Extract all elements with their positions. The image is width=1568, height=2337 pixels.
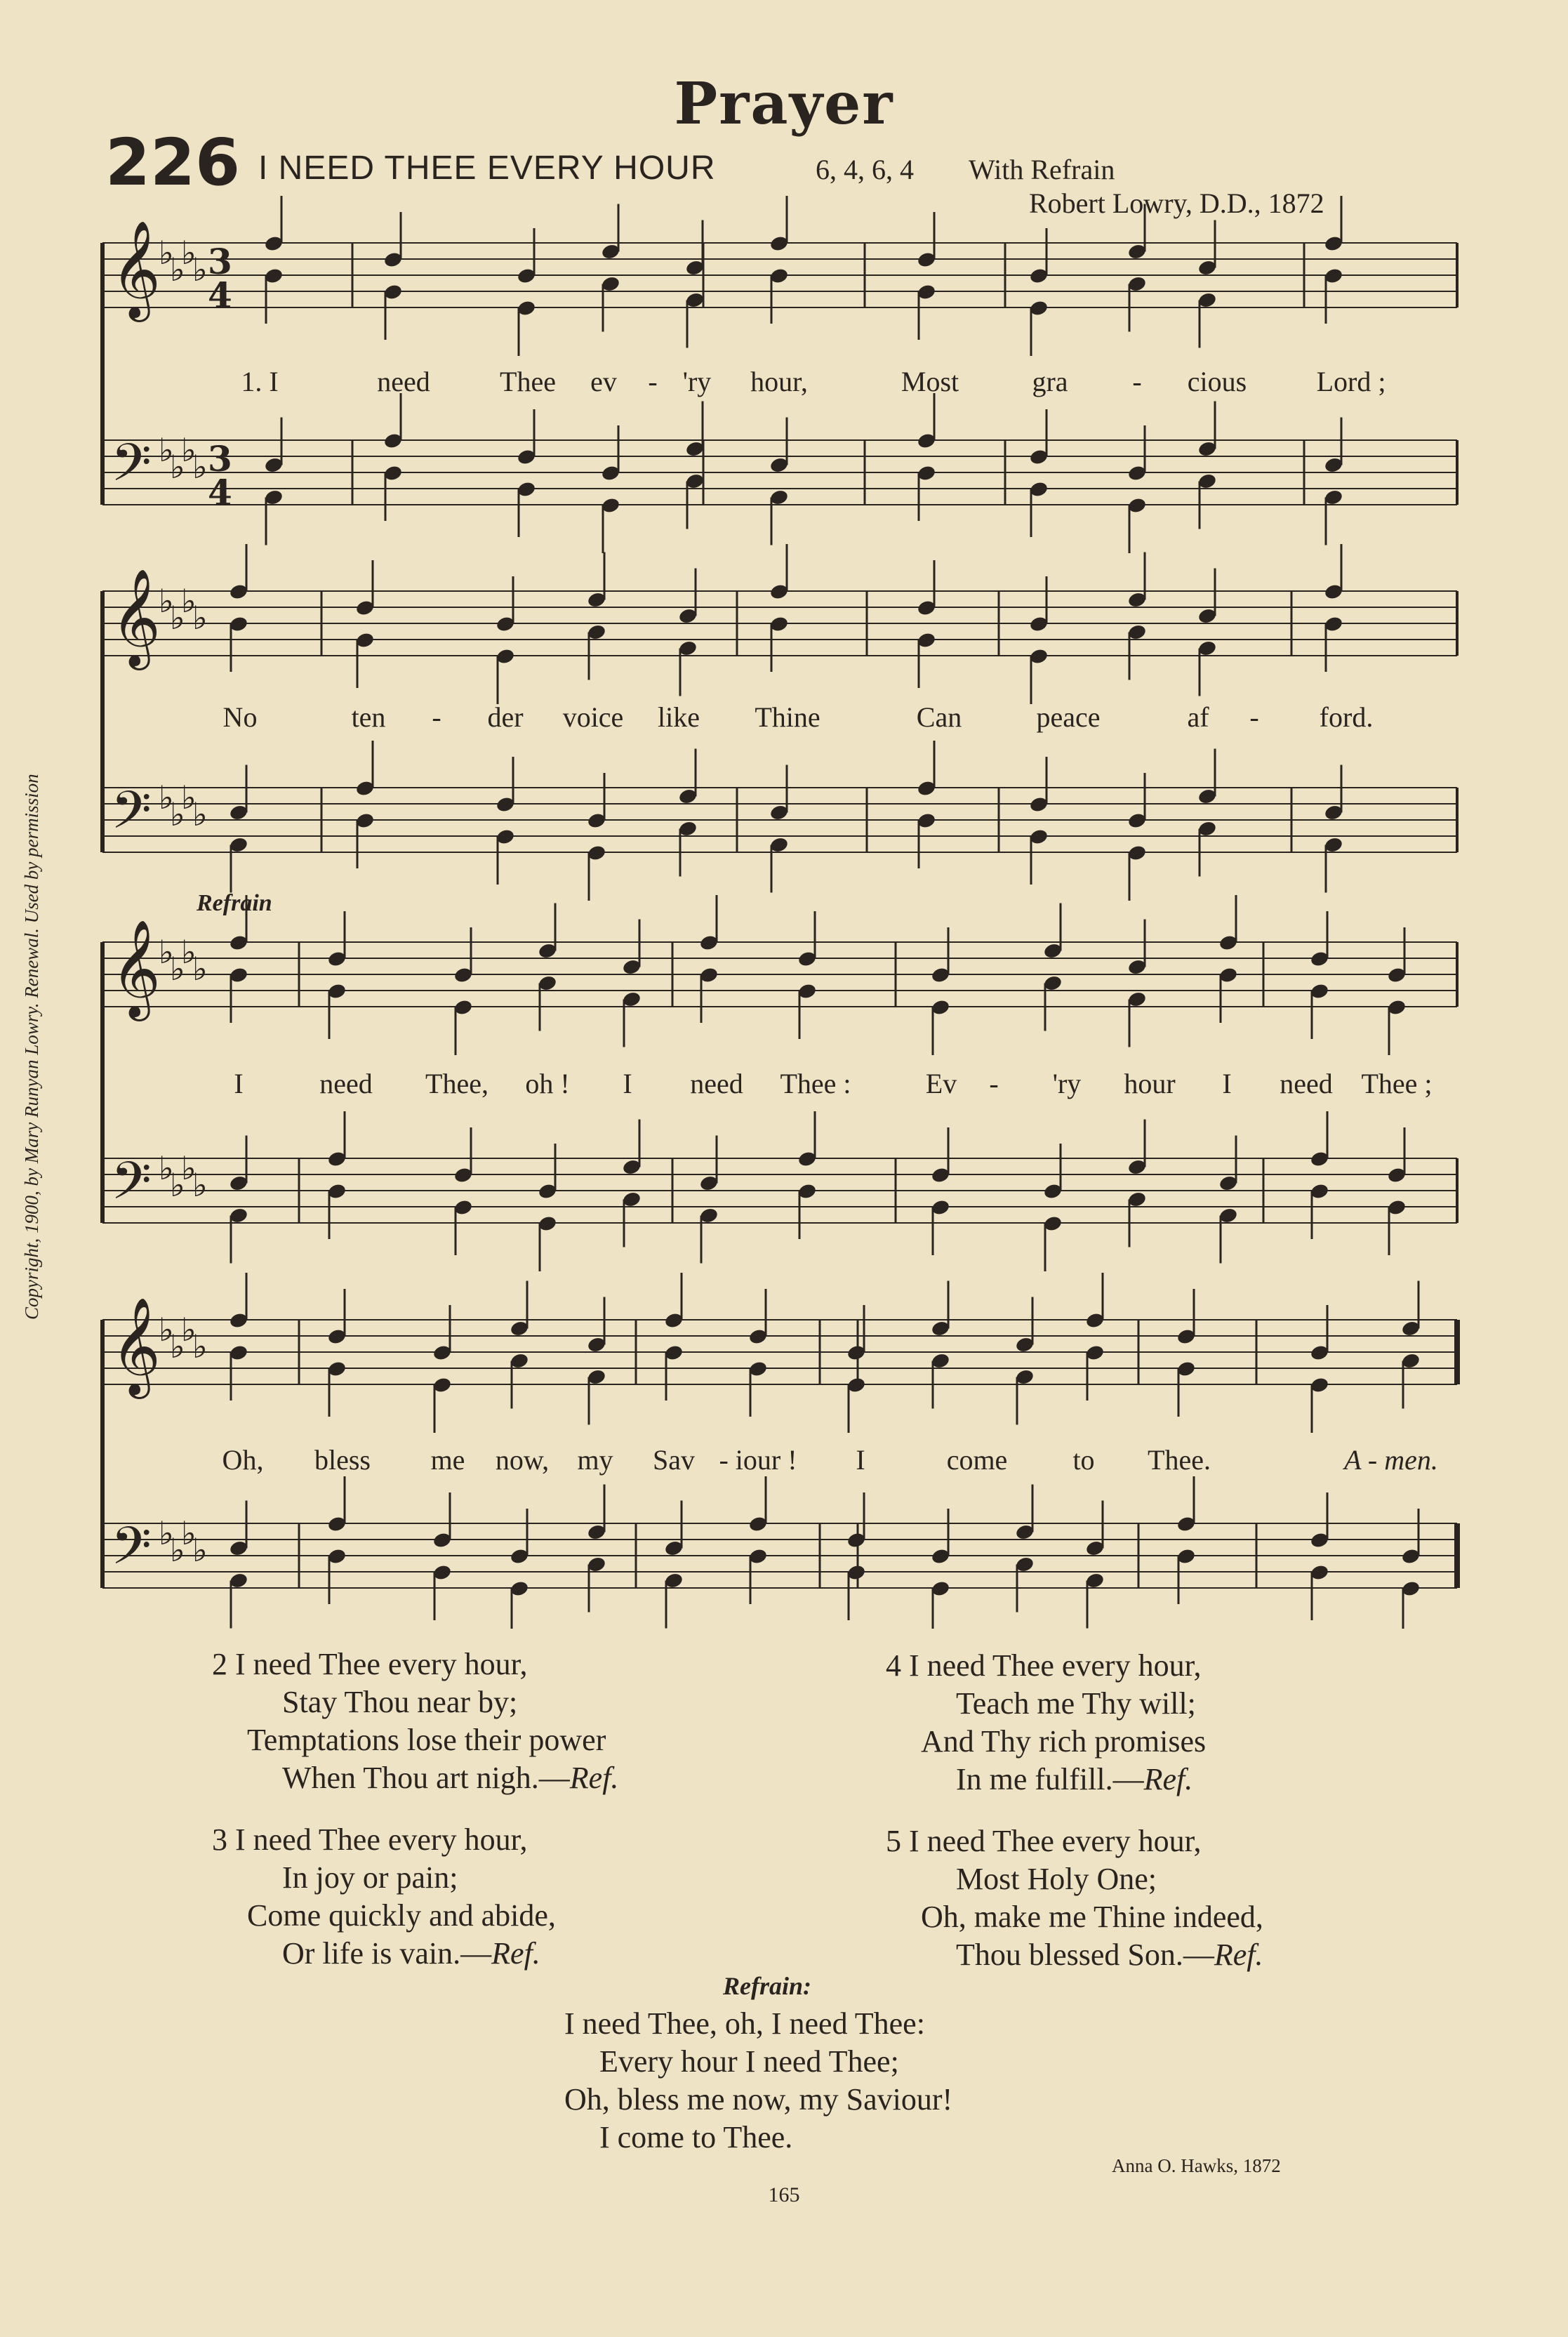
lyric-syllable: need (1280, 1068, 1333, 1099)
verse-4 (886, 1647, 1206, 1799)
lyric-syllable: Sav (653, 1444, 695, 1476)
treble-clef: 𝄞 (111, 1297, 161, 1395)
lyric-syllable: I (234, 1068, 244, 1099)
bass-clef: 𝄢 (111, 432, 152, 506)
verse-line-text: Thou blessed Son.— (956, 1938, 1214, 1972)
flat-sign: ♭ (170, 950, 185, 988)
lyric-syllable: 'ry (682, 366, 712, 397)
flat-sign: ♭ (170, 251, 185, 289)
lyric-syllable: A - men. (1344, 1444, 1438, 1476)
ref-mark: Ref. (491, 1936, 540, 1971)
flat-sign: ♭ (170, 599, 185, 637)
lyric-syllable: - (432, 701, 441, 733)
verse-line: Most Holy One; (956, 1862, 1157, 1896)
lyric-syllable: af (1187, 701, 1209, 733)
flat-sign: ♭ (170, 1166, 185, 1204)
flat-sign: ♭ (159, 431, 174, 469)
verse-5 (886, 1822, 1263, 1974)
flat-sign: ♭ (159, 779, 174, 816)
treble-clef: 𝄞 (111, 569, 161, 666)
flat-sign: ♭ (192, 599, 208, 637)
verse-line-last (212, 1935, 556, 1973)
flat-sign: ♭ (159, 1311, 174, 1349)
verse-line: 5 I need Thee every hour, (886, 1824, 1202, 1858)
verse-line: And Thy rich promises (921, 1724, 1207, 1759)
flat-sign: ♭ (170, 1531, 185, 1569)
section-title: Prayer (674, 70, 894, 138)
ref-mark: Ref. (569, 1761, 619, 1795)
refrain-text-label: Refrain: (723, 1972, 811, 2000)
lyric-syllable: need (319, 1068, 373, 1099)
refrain-line: I come to Thee. (599, 2120, 793, 2154)
flat-sign: ♭ (192, 1531, 208, 1569)
lyric-syllable: Ev (925, 1068, 957, 1099)
verse-line: 2 I need Thee every hour, (212, 1647, 528, 1681)
verse-line-last (212, 1759, 618, 1797)
lyric-syllable: ford. (1319, 701, 1374, 733)
copyright-notice: Copyright, 1900, by Mary Runyan Lowry. Renewal. Used by permission (21, 774, 42, 1320)
hymn-number: 226 (105, 125, 241, 200)
lyric-syllable: like (658, 701, 700, 733)
lyric-syllable: I (623, 1068, 632, 1099)
hymn-title: I NEED THEE EVERY HOUR (258, 150, 716, 187)
verse-line: Temptations lose their power (247, 1723, 606, 1757)
treble-clef: 𝄞 (111, 920, 161, 1017)
verse-line: Oh, make me Thine indeed, (921, 1900, 1263, 1934)
treble-clef: 𝄞 (111, 220, 161, 318)
lyric-syllable: der (487, 701, 524, 733)
lyric-syllable: ev (590, 366, 617, 397)
verse-line-text: In me fulfill.— (956, 1762, 1144, 1796)
author-credit: Anna O. Hawks, 1872 (1112, 2155, 1281, 2176)
lyric-syllable: Most (901, 366, 959, 397)
flat-sign: ♭ (181, 779, 197, 816)
verse-line: In joy or pain; (282, 1860, 458, 1895)
flat-sign: ♭ (159, 1149, 174, 1187)
lyric-syllable: peace (1036, 701, 1101, 733)
lyric-syllable: come (946, 1444, 1008, 1476)
flat-sign: ♭ (192, 448, 208, 486)
verse-3 (212, 1821, 556, 1973)
flat-sign: ♭ (170, 795, 185, 833)
lyric-syllable: gra (1032, 366, 1068, 397)
lyric-syllable: me (430, 1444, 465, 1476)
flat-sign: ♭ (181, 234, 197, 272)
refrain-note: With Refrain (969, 154, 1115, 185)
lyric-syllable: voice (562, 701, 624, 733)
flat-sign: ♭ (159, 234, 174, 272)
flat-sign: ♭ (192, 1328, 208, 1365)
lyric-syllable: ten (351, 701, 386, 733)
lyric-syllable: Thine (755, 701, 820, 733)
lyric-syllable: - (1132, 366, 1142, 397)
lyric-syllable: No (222, 701, 258, 733)
flat-sign: ♭ (192, 251, 208, 289)
flat-sign: ♭ (170, 1328, 185, 1365)
refrain-text (564, 2005, 952, 2157)
verse-line: Stay Thou near by; (282, 1685, 518, 1719)
refrain-marker: Refrain (197, 890, 272, 916)
lyric-syllable: Thee (500, 366, 556, 397)
refrain-line: Oh, bless me now, my Saviour! (564, 2082, 953, 2117)
lyric-syllable: oh ! (525, 1068, 570, 1099)
verse-line: 3 I need Thee every hour, (212, 1822, 528, 1857)
ref-mark: Ref. (1214, 1938, 1263, 1972)
lyric-syllable: need (690, 1068, 743, 1099)
flat-sign: ♭ (181, 1149, 197, 1187)
lyric-syllable: need (377, 366, 430, 397)
flat-sign: ♭ (181, 582, 197, 620)
lyric-syllable: my (577, 1444, 613, 1476)
flat-sign: ♭ (159, 582, 174, 620)
page-number: 165 (768, 2183, 800, 2206)
time-signature-top: 3 (208, 241, 232, 282)
time-signature-bottom: 4 (208, 274, 232, 316)
lyric-syllable: Lord ; (1316, 366, 1386, 397)
lyric-syllable: Thee : (780, 1068, 851, 1099)
lyric-syllable: 'ry (1052, 1068, 1082, 1099)
lyric-syllable: - (1249, 701, 1259, 733)
lyric-syllable: - iour ! (719, 1444, 797, 1476)
time-signature-bottom: 4 (208, 472, 232, 513)
flat-sign: ♭ (181, 431, 197, 469)
refrain-line: Every hour I need Thee; (599, 2044, 899, 2079)
lyric-syllable: Thee. (1148, 1444, 1211, 1476)
hymn-meter: 6, 4, 6, 4 (816, 154, 914, 185)
verse-line-last (886, 1761, 1206, 1799)
lyric-syllable: 1. I (241, 366, 279, 397)
lyric-syllable: - (989, 1068, 999, 1099)
lyric-syllable: I (856, 1444, 865, 1476)
lyric-syllable: - (648, 366, 658, 397)
flat-sign: ♭ (192, 795, 208, 833)
verse-line: Teach me Thy will; (956, 1686, 1196, 1721)
lyric-syllable: hour, (750, 366, 808, 397)
lyric-syllable: cious (1187, 366, 1247, 397)
lyric-syllable: hour (1124, 1068, 1176, 1099)
lyric-syllable: to (1072, 1444, 1095, 1476)
lyric-syllable: Thee, (425, 1068, 489, 1099)
flat-sign: ♭ (170, 448, 185, 486)
lyric-syllable: Can (916, 701, 962, 733)
ref-mark: Ref. (1143, 1762, 1193, 1796)
flat-sign: ♭ (159, 1514, 174, 1552)
lyric-syllable: I (1222, 1068, 1232, 1099)
verse-line-text: Or life is vain.— (282, 1936, 492, 1971)
lyric-syllable: now, (495, 1444, 550, 1476)
flat-sign: ♭ (181, 1311, 197, 1349)
flat-sign: ♭ (159, 933, 174, 971)
bass-clef: 𝄢 (111, 1151, 152, 1224)
verse-line-text: When Thou art nigh.— (282, 1761, 570, 1795)
composer-credit: Robert Lowry, D.D., 1872 (1029, 187, 1324, 219)
lyric-syllable: bless (314, 1444, 371, 1476)
verse-line-last (886, 1936, 1263, 1974)
bass-clef: 𝄢 (111, 1516, 152, 1589)
bass-clef: 𝄢 (111, 780, 152, 854)
flat-sign: ♭ (181, 933, 197, 971)
verse-line: 4 I need Thee every hour, (886, 1648, 1202, 1683)
lyric-syllable: Thee ; (1361, 1068, 1433, 1099)
verse-2 (212, 1646, 618, 1797)
flat-sign: ♭ (192, 950, 208, 988)
lyric-syllable: Oh, (222, 1444, 264, 1476)
refrain-line: I need Thee, oh, I need Thee: (564, 2006, 925, 2041)
flat-sign: ♭ (181, 1514, 197, 1552)
time-signature-top: 3 (208, 438, 232, 479)
flat-sign: ♭ (192, 1166, 208, 1204)
verse-line: Come quickly and abide, (247, 1898, 556, 1933)
